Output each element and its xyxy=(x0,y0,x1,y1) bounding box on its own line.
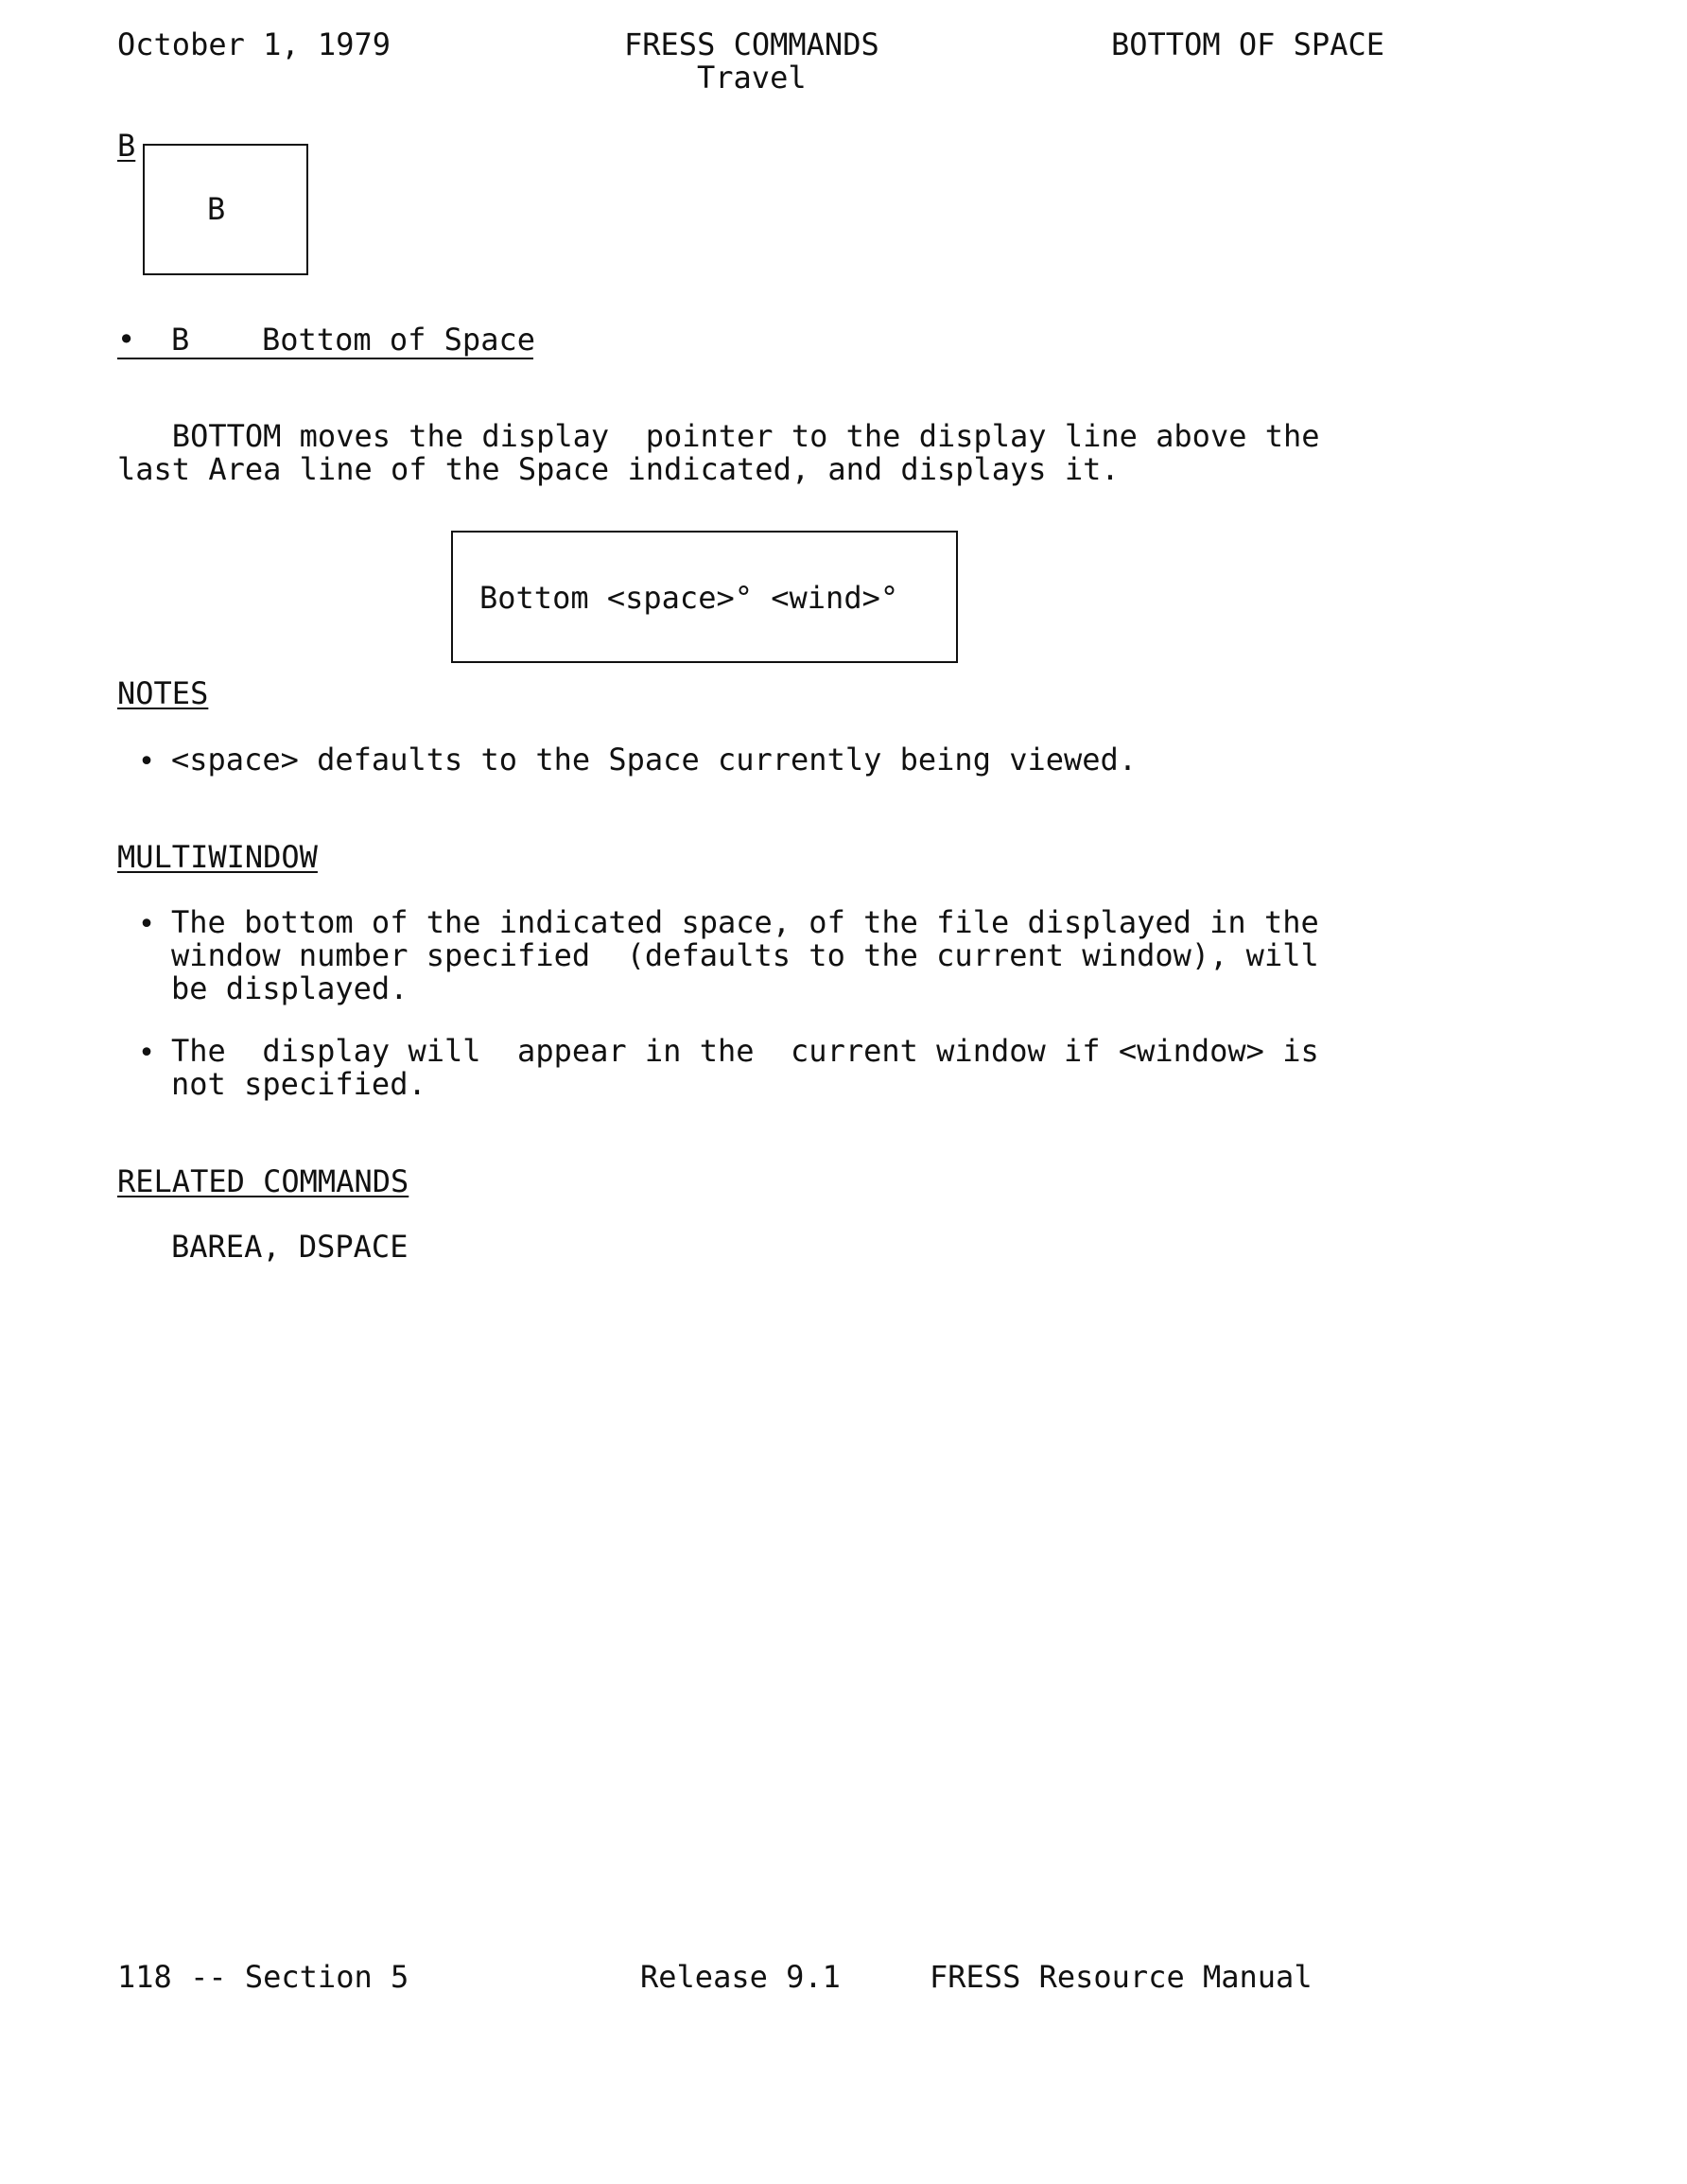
heading-key: B xyxy=(171,322,190,358)
multiwindow-item-1-line-2: window number specified (defaults to the current window), will xyxy=(171,937,1319,973)
syntax-text: Bottom <space>° <wind>° xyxy=(479,580,899,616)
description-line-1: BOTTOM moves the display pointer to the display line above the xyxy=(117,418,1320,454)
header-section-title: BOTTOM OF SPACE xyxy=(1111,26,1384,62)
notes-heading: NOTES xyxy=(117,675,209,711)
multiwindow-item-1-line-1: The bottom of the indicated space, of the file displayed in the xyxy=(171,904,1319,940)
multiwindow-heading: MULTIWINDOW xyxy=(117,839,318,875)
footer-center: Release 9.1 xyxy=(640,1959,841,1995)
footer-right: FRESS Resource Manual xyxy=(930,1959,1313,1995)
heading-bullet: • xyxy=(117,322,136,358)
key-label: B xyxy=(117,128,136,164)
description-line-2: last Area line of the Space indicated, and displays it. xyxy=(117,451,1120,487)
header-subtitle: Travel xyxy=(697,60,807,96)
command-heading xyxy=(117,323,533,359)
multiwindow-bullet-2: • xyxy=(138,1037,156,1070)
header-date: October 1, 1979 xyxy=(117,26,391,62)
key-box xyxy=(143,144,308,275)
footer-left: 118 -- Section 5 xyxy=(117,1959,409,1995)
multiwindow-item-2-line-2: not specified. xyxy=(171,1066,426,1102)
heading-name: Bottom of Space xyxy=(262,322,535,358)
syntax-box xyxy=(451,531,958,663)
key-letter: B xyxy=(207,191,226,227)
multiwindow-item-2-line-1: The display will appear in the current window if <window> is xyxy=(171,1033,1319,1069)
notes-bullet: • xyxy=(138,745,156,778)
note-item: <space> defaults to the Space currently being viewed. xyxy=(171,742,1138,778)
multiwindow-item-1-line-3: be displayed. xyxy=(171,970,409,1006)
header-title: FRESS COMMANDS xyxy=(624,26,879,62)
multiwindow-bullet-1: • xyxy=(138,908,156,941)
related-commands: BAREA, DSPACE xyxy=(171,1229,409,1265)
related-heading: RELATED COMMANDS xyxy=(117,1163,409,1199)
